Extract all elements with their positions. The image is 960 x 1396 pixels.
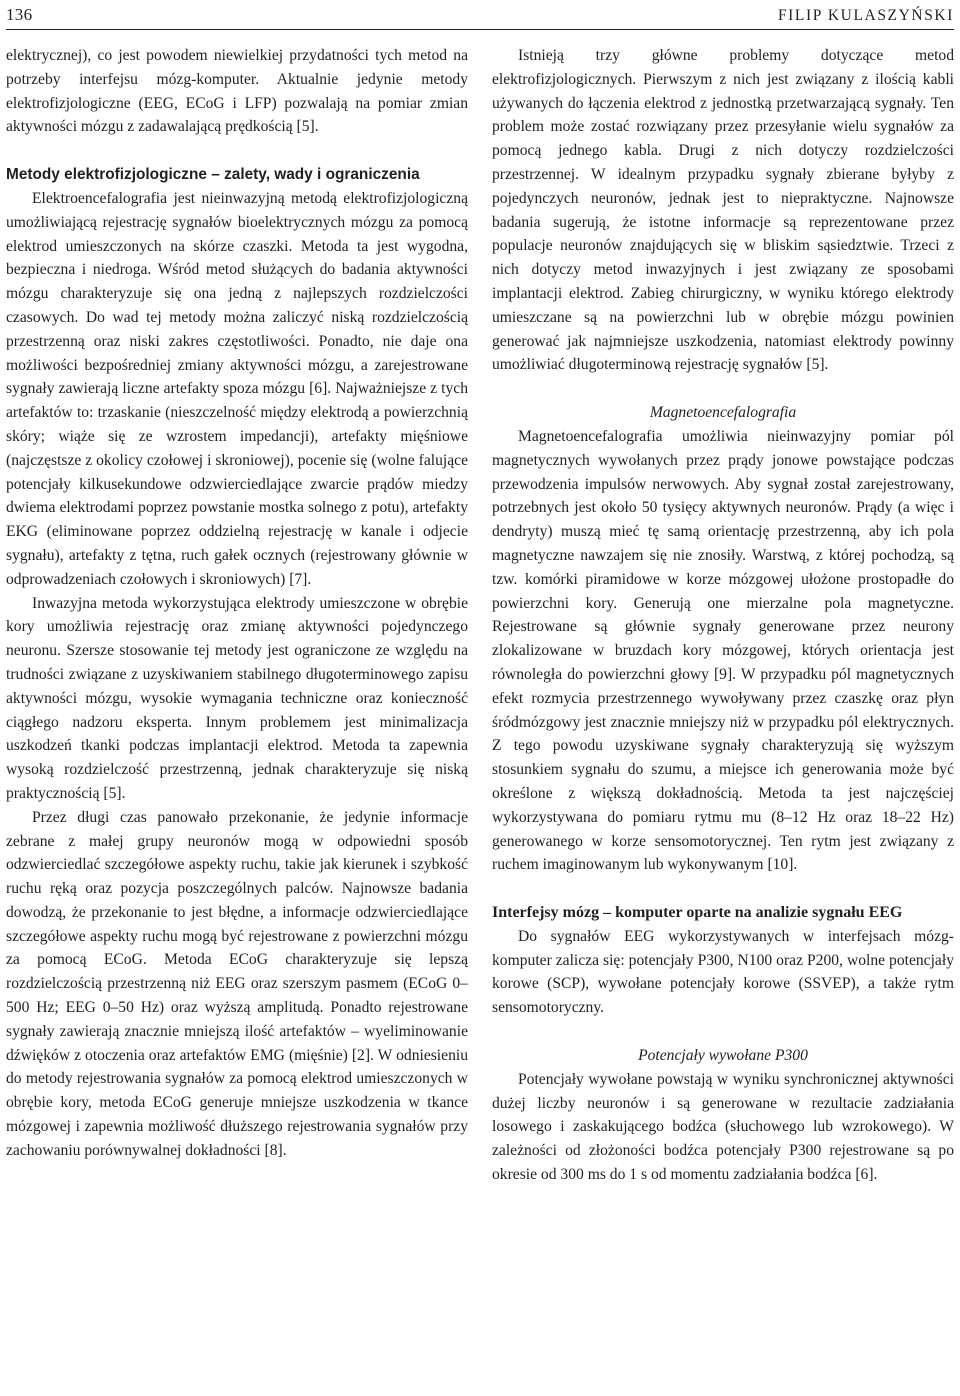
paragraph-problems: Istnieją trzy główne problemy dotyczące metod elektrofizjologicznych. Pierwszym z nich jest związany z ilością kabli używanych do łączenia elektrod z jednostką przetwarzającą sygnały. Ten problem może zostać rozwiązany przez przesyłanie wielu sygnałów za pomocą jednego kabla. Drugi z nich dotyczy rozdzielczości przestrzennej. W idealnym przypadku sygnały zbierane byłyby z pojedynczych neuronów, jednak jest to niepraktyczne. Najnowsze badania sugerują, że istotne informacje są reprezentowane przez populacje neuronów znajdujących się w bliskim sąsiedztwie. Trzeci z nich dotyczy metod inwazyjnych i jest związany ze sposobami implantacji elektrod. Zabieg chirurgiczny, w wyniku którego elektrody umieszczane są na powierzchni lub w obrębie mózgu powinien generować jak najmniejsze uszkodzenia, natomiast elektrody powinny umożliwiać długoterminową rejestrację sygnałów [5]. xyxy=(492,47,954,374)
subheading-p300: Potencjały wywołane P300 xyxy=(638,1047,808,1065)
section-heading-eeg-interfaces: Interfejsy mózg – komputer oparte na analizie sygnału EEG xyxy=(492,904,903,922)
subheading-meg: Magnetoencefalografia xyxy=(649,404,797,422)
running-header xyxy=(6,0,954,30)
paragraph-ecog: Przez długi czas panowało przekonanie, że jedynie informacje zebrane z małej grupy neuronów mogą w odpowiedni sposób odzwierciedlać szczegółowe aspekty ruchu, takie jak kierunek i szybkość ruchu ręką oraz pozycja poszczególnych palców. Najnowsze badania dowodzą, że przekonanie to jest błędne, a informacje odzwierciedlające szczegółowe aspekty ruchu mogą być rejestrowane z powierzchni mózgu za pomocą ECoG. Metoda ECoG charakteryzuje się lepszą rozdzielczością przestrzenną niż EEG oraz szerszym pasmem (ECoG 0–500 Hz; EEG 0–50 Hz) oraz wyższą amplitudą. Ponadto rejestrowane sygnały zawierają znacznie mniejszą ilość artefaktów – wyeliminowanie dźwięków z otoczenia oraz artefaktów EMG (mięśnie) [2]. W odniesieniu do metody rejestrowania sygnałów za pomocą elektrod umieszczonych w obrębie kory, metoda ECoG generuje mniejsze uszkodzenia w tkance mózgowej i zapewnia możliwość dłuższego rejestrowania sygnałów przy zachowaniu porównywalnej dokładności [8]. xyxy=(6,808,468,1159)
paragraph-eeg-signals: Do sygnałów EEG wykorzystywanych w interfejsach mózg-komputer zalicza się: potencjały P300, N100 oraz P200, wolne potencjały korowe (SCP), wywołane potencjały korowe (SSVEP), a także rytm sensomotoryczny. xyxy=(492,927,954,1017)
paragraph-invasive: Inwazyjna metoda wykorzystująca elektrody umieszczone w obrębie kory umożliwia rejestrację oraz zmianę aktywności pojedynczego neuronu. Szersze stosowanie tej metody jest ograniczone ze względu na trudności związane z uzyskiwaniem stabilnego długoterminowego zapisu aktywności mózgu, wysokie wymagania techniczne oraz konieczność ciągłego nadzoru eksperta. Innym problemem jest minimalizacja uszkodzeń tkanki podczas implantacji elektrod. Metoda ta zapewnia wysoką rozdzielczość przestrzenną, jednak charakteryzuje się niską praktycznością [5]. xyxy=(6,594,468,802)
paragraph-meg: Magnetoencefalografia umożliwia nieinwazyjny pomiar pól magnetycznych wywołanych przez prądy jonowe powstające podczas przewodzenia impulsów nerwowych. Aby sygnał został zarejestrowany, potrzebnych jest około 50 tysięcy aktywnych neuronów. Prądy (a więc i dendryty) muszą mieć tę samą orientację przestrzenną, aby ich pola magnetyczne nawzajem się nie znosiły. Warstwą, z której pochodzą, są tzw. komórki piramidowe w korze mózgowej ułożone prostopadłe do powierzchni kory. Generują one mierzalne pola magnetyczne. Rejestrowane są głównie sygnały generowane przez neurony zlokalizowane w bruzdach kory mózgowej, których orientacja jest równoległa do powierzchni głowy [9]. W przypadku pól magnetycznych efekt rozmycia przestrzennego wywoływany przez czaszkę oraz płyn śródmózgowy jest znacznie mniejszy niż w przypadku pól elektrycznych. Z tego powodu uzyskiwane sygnały charakteryzują się wyższym stosunkiem sygnału do szumu, a miejsce ich generowania może być określone z większą dokładnością. Metoda ta jest najczęściej wykorzystywana do pomiaru rytmu mu (8–12 Hz oraz 18–22 Hz) generowanego w korze sensomotorycznej. Ten rytm jest związany z ruchem imaginowanym lub wykonywanym [10]. xyxy=(492,427,954,874)
left-column xyxy=(6,44,468,1163)
intro-paragraph: elektrycznej), co jest powodem niewielkiej przydatności tych metod na potrzeby interfejsu mózg-komputer. Aktualnie jedynie metody elektrofizjologiczne (EEG, ECoG i LFP) pozwalają na pomiar zmian aktywności mózgu z zadawalającą prędkością [5]. xyxy=(6,47,468,136)
running-author: FILIP KULASZYŃSKI xyxy=(777,7,954,24)
paragraph-p300: Potencjały wywołane powstają w wyniku synchronicznej aktywności dużej liczby neuronów i są generowane w rezultacie zadziałania losowego i zaskakującego bodźca (słuchowego lub wzrokowego). W zależności od złożoności bodźca potencjały P300 rejestrowane są po okresie od 300 ms do 1 s od momentu zadziałania bodźca [6]. xyxy=(492,1070,954,1184)
right-column xyxy=(492,44,954,1187)
paragraph-eeg: Elektroencefalografia jest nieinwazyjną metodą elektrofizjologiczną umożliwiającą rejestrację sygnałów bioelektrycznych mózgu za pomocą elektrod umieszczonych na skórze czaszki. Metoda ta jest wygodna, bezpieczna i niedroga. Wśród metod służących do badania aktywności mózgu charakteryzuje się ona jedną z najlepszych rozdzielczości czasowych. Do wad tej metody można zaliczyć niską rozdzielczością przestrzenną oraz niski zakres częstotliwości. Ponadto, nie daje ona możliwości bezpośredniej zmiany aktywności mózgu, a zarejestrowane sygnały zawierają liczne artefakty spoza mózgu [6]. Najważniejsze z tych artefaktów to: trzaskanie (nieszczelność między elektrodą a powierzchnią skóry; wiąże się ze wzrostem impedancji), artefakty mięśniowe (najczęstsze z okolicy czołowej i skroniowej), pocenie się (wolne falujące potencjały kilkusekundowe odzwierciedlające zwarcie prądów miedzy dwiema elektrodami poprzez powstanie mostka solnego z potu), artefakty EKG (eliminowane poprzez oddzielną rejestrację w kanale i odjecie sygnału), artefakty z tętna, ruch gałek ocznych (rejestrowany głównie w odprowadzeniach czołowych i skroniowych) [7]. xyxy=(6,189,468,588)
page-number: 136 xyxy=(6,5,33,24)
section-heading-methods: Metody elektrofizjologiczne – zalety, wady i ograniczenia xyxy=(6,166,420,184)
